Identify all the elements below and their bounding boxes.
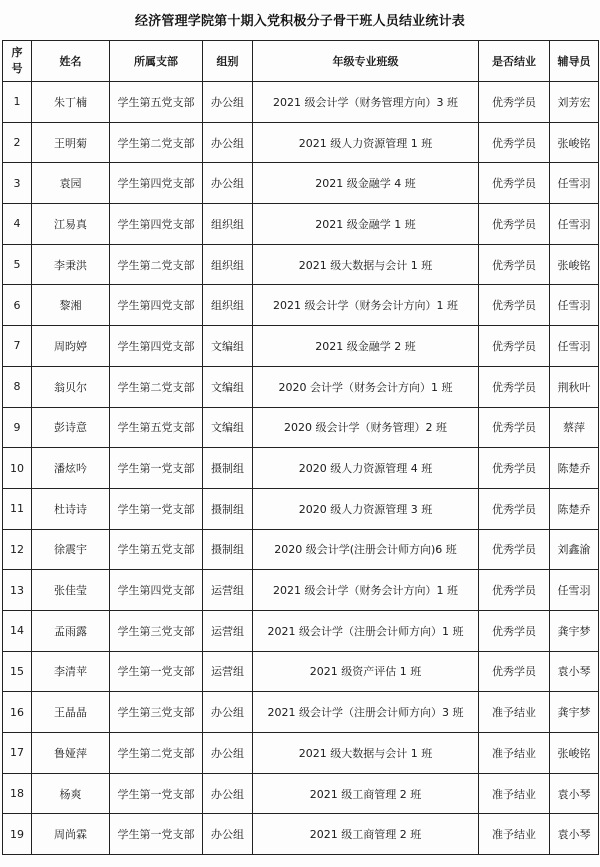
cell-counselor: 袁小琴: [550, 773, 599, 814]
cell-branch: 学生第二党支部: [110, 366, 203, 407]
cell-name: 江易真: [32, 204, 110, 245]
cell-status: 优秀学员: [479, 285, 550, 326]
header-branch: 所属支部: [110, 41, 203, 82]
cell-class: 2021 级大数据与会计 1 班: [253, 244, 479, 285]
cell-seq: 5: [3, 244, 32, 285]
table-row: [3, 163, 599, 204]
table-row: [3, 733, 599, 774]
table-header-row: [3, 41, 599, 82]
table-row: [3, 529, 599, 570]
cell-class: 2021 级工商管理 2 班: [253, 814, 479, 855]
table-row: [3, 204, 599, 245]
cell-seq: 19: [3, 814, 32, 855]
cell-branch: 学生第五党支部: [110, 82, 203, 123]
cell-name: 翁贝尔: [32, 366, 110, 407]
cell-name: 王晶晶: [32, 692, 110, 733]
header-counselor: 辅导员: [550, 41, 599, 82]
cell-branch: 学生第四党支部: [110, 204, 203, 245]
cell-seq: 14: [3, 610, 32, 651]
cell-seq: 17: [3, 733, 32, 774]
cell-group: 摄制组: [203, 529, 253, 570]
cell-counselor: 陈楚乔: [550, 488, 599, 529]
cell-name: 杜诗诗: [32, 488, 110, 529]
cell-seq: 15: [3, 651, 32, 692]
table-row: [3, 651, 599, 692]
cell-group: 运营组: [203, 651, 253, 692]
cell-group: 办公组: [203, 122, 253, 163]
cell-counselor: 袁小琴: [550, 814, 599, 855]
cell-name: 徐震宇: [32, 529, 110, 570]
cell-name: 潘炫吟: [32, 448, 110, 489]
cell-seq: 12: [3, 529, 32, 570]
cell-counselor: 陈楚乔: [550, 448, 599, 489]
cell-status: 准予结业: [479, 692, 550, 733]
cell-branch: 学生第三党支部: [110, 692, 203, 733]
cell-name: 黎湘: [32, 285, 110, 326]
cell-name: 李秉洪: [32, 244, 110, 285]
cell-class: 2021 级金融学 2 班: [253, 326, 479, 367]
cell-branch: 学生第一党支部: [110, 651, 203, 692]
cell-branch: 学生第二党支部: [110, 244, 203, 285]
cell-class: 2020 级会计学(注册会计师方向)6 班: [253, 529, 479, 570]
cell-branch: 学生第四党支部: [110, 285, 203, 326]
cell-group: 运营组: [203, 610, 253, 651]
cell-branch: 学生第二党支部: [110, 733, 203, 774]
cell-class: 2021 级资产评估 1 班: [253, 651, 479, 692]
cell-branch: 学生第四党支部: [110, 326, 203, 367]
cell-status: 优秀学员: [479, 448, 550, 489]
table-row: [3, 488, 599, 529]
cell-seq: 1: [3, 82, 32, 123]
cell-group: 摄制组: [203, 488, 253, 529]
cell-class: 2020 级人力资源管理 3 班: [253, 488, 479, 529]
cell-counselor: 任雪羽: [550, 285, 599, 326]
header-group: 组别: [203, 41, 253, 82]
cell-group: 摄制组: [203, 448, 253, 489]
cell-class: 2021 级会计学（注册会计师方向）3 班: [253, 692, 479, 733]
cell-status: 优秀学员: [479, 407, 550, 448]
cell-group: 组织组: [203, 204, 253, 245]
cell-status: 优秀学员: [479, 122, 550, 163]
cell-branch: 学生第一党支部: [110, 448, 203, 489]
cell-status: 准予结业: [479, 733, 550, 774]
table-row: [3, 814, 599, 855]
cell-seq: 2: [3, 122, 32, 163]
cell-class: 2020 级会计学（财务管理）2 班: [253, 407, 479, 448]
cell-seq: 11: [3, 488, 32, 529]
cell-name: 周尚霖: [32, 814, 110, 855]
cell-counselor: 荆秋叶: [550, 366, 599, 407]
cell-counselor: 张峻铭: [550, 733, 599, 774]
cell-counselor: 龚宇梦: [550, 610, 599, 651]
cell-branch: 学生第三党支部: [110, 610, 203, 651]
cell-counselor: 蔡萍: [550, 407, 599, 448]
cell-branch: 学生第四党支部: [110, 570, 203, 611]
cell-seq: 10: [3, 448, 32, 489]
cell-group: 办公组: [203, 733, 253, 774]
header-class: 年级专业班级: [253, 41, 479, 82]
cell-counselor: 龚宇梦: [550, 692, 599, 733]
cell-branch: 学生第五党支部: [110, 529, 203, 570]
cell-status: 准予结业: [479, 773, 550, 814]
table-row: [3, 407, 599, 448]
cell-class: 2021 级会计学（财务会计方向）1 班: [253, 285, 479, 326]
cell-class: 2021 级会计学（财务会计方向）1 班: [253, 570, 479, 611]
cell-branch: 学生第一党支部: [110, 773, 203, 814]
table-row: [3, 448, 599, 489]
cell-status: 优秀学员: [479, 610, 550, 651]
table-row: [3, 692, 599, 733]
cell-status: 优秀学员: [479, 366, 550, 407]
cell-seq: 9: [3, 407, 32, 448]
cell-seq: 3: [3, 163, 32, 204]
cell-class: 2021 级会计学（注册会计师方向）1 班: [253, 610, 479, 651]
cell-group: 运营组: [203, 570, 253, 611]
header-seq-line2: 号: [11, 62, 23, 75]
cell-name: 朱丁楠: [32, 82, 110, 123]
graduation-table: [2, 40, 599, 855]
cell-status: 准予结业: [479, 814, 550, 855]
cell-group: 办公组: [203, 82, 253, 123]
cell-status: 优秀学员: [479, 204, 550, 245]
cell-status: 优秀学员: [479, 244, 550, 285]
cell-counselor: 刘芳宏: [550, 82, 599, 123]
cell-name: 孟雨露: [32, 610, 110, 651]
cell-counselor: 张峻铭: [550, 244, 599, 285]
cell-name: 杨爽: [32, 773, 110, 814]
cell-class: 2021 级工商管理 2 班: [253, 773, 479, 814]
table-row: [3, 366, 599, 407]
cell-class: 2021 级大数据与会计 1 班: [253, 733, 479, 774]
cell-counselor: 张峻铭: [550, 122, 599, 163]
cell-seq: 7: [3, 326, 32, 367]
cell-name: 周昀婷: [32, 326, 110, 367]
cell-status: 优秀学员: [479, 488, 550, 529]
cell-seq: 18: [3, 773, 32, 814]
table-row: [3, 773, 599, 814]
cell-class: 2020 会计学（财务会计方向）1 班: [253, 366, 479, 407]
cell-group: 文编组: [203, 366, 253, 407]
cell-counselor: 任雪羽: [550, 204, 599, 245]
cell-class: 2020 级人力资源管理 4 班: [253, 448, 479, 489]
table-row: [3, 285, 599, 326]
cell-group: 办公组: [203, 773, 253, 814]
cell-branch: 学生第五党支部: [110, 407, 203, 448]
cell-seq: 6: [3, 285, 32, 326]
cell-counselor: 袁小琴: [550, 651, 599, 692]
cell-branch: 学生第一党支部: [110, 488, 203, 529]
cell-group: 文编组: [203, 407, 253, 448]
header-seq: [3, 41, 32, 82]
cell-group: 文编组: [203, 326, 253, 367]
header-name: 姓名: [32, 41, 110, 82]
cell-branch: 学生第四党支部: [110, 163, 203, 204]
cell-name: 彭诗意: [32, 407, 110, 448]
table-row: [3, 82, 599, 123]
cell-class: 2021 级金融学 4 班: [253, 163, 479, 204]
cell-counselor: 任雪羽: [550, 326, 599, 367]
cell-class: 2021 级会计学（财务管理方向）3 班: [253, 82, 479, 123]
cell-class: 2021 级金融学 1 班: [253, 204, 479, 245]
cell-counselor: 刘鑫渝: [550, 529, 599, 570]
cell-counselor: 任雪羽: [550, 570, 599, 611]
header-status: 是否结业: [479, 41, 550, 82]
table-row: [3, 326, 599, 367]
cell-name: 鲁娅萍: [32, 733, 110, 774]
table-row: [3, 122, 599, 163]
table-body: [3, 82, 599, 855]
cell-group: 组织组: [203, 285, 253, 326]
cell-group: 组织组: [203, 244, 253, 285]
table-row: [3, 610, 599, 651]
cell-name: 袁园: [32, 163, 110, 204]
cell-seq: 8: [3, 366, 32, 407]
table-row: [3, 244, 599, 285]
cell-status: 优秀学员: [479, 326, 550, 367]
cell-group: 办公组: [203, 163, 253, 204]
cell-seq: 4: [3, 204, 32, 245]
cell-status: 优秀学员: [479, 529, 550, 570]
cell-seq: 13: [3, 570, 32, 611]
cell-status: 优秀学员: [479, 82, 550, 123]
cell-name: 张佳莹: [32, 570, 110, 611]
cell-status: 优秀学员: [479, 163, 550, 204]
cell-counselor: 任雪羽: [550, 163, 599, 204]
document-title: 经济管理学院第十期入党积极分子骨干班人员结业统计表: [134, 14, 465, 29]
cell-status: 优秀学员: [479, 570, 550, 611]
header-seq-line1: 序: [11, 46, 23, 59]
cell-branch: 学生第二党支部: [110, 122, 203, 163]
cell-status: 优秀学员: [479, 651, 550, 692]
cell-class: 2021 级人力资源管理 1 班: [253, 122, 479, 163]
table-row: [3, 570, 599, 611]
cell-branch: 学生第一党支部: [110, 814, 203, 855]
cell-group: 办公组: [203, 692, 253, 733]
cell-seq: 16: [3, 692, 32, 733]
cell-group: 办公组: [203, 814, 253, 855]
cell-name: 李清苹: [32, 651, 110, 692]
cell-name: 王明菊: [32, 122, 110, 163]
